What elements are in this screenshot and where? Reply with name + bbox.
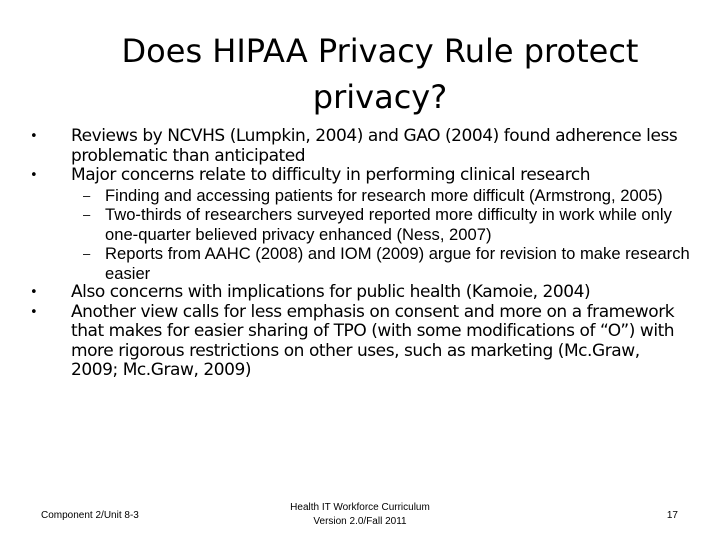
slide-title bbox=[40, 28, 720, 120]
bullet-text: Also concerns with implications for public health (Kamoie, 2004) bbox=[71, 282, 591, 302]
footer-curriculum-line-1: Health IT Workforce Curriculum bbox=[290, 502, 430, 513]
bullet-text: Another view calls for less emphasis on consent and more on a framework that makes for easier sharing of TPO (with some modifications of “O”) with more rigorous restrictions on other uses, such as marketing (Mc.Graw, 2009; Mc.Graw, 2009) bbox=[71, 301, 675, 380]
sub-bullet-text: Finding and accessing patients for research more difficult (Armstrong, 2005) bbox=[105, 185, 663, 205]
slide-title-line-2: privacy? bbox=[312, 78, 448, 116]
sub-bullet-item bbox=[63, 244, 690, 283]
page-number: 17 bbox=[666, 510, 678, 521]
slide-title-line-1: Does HIPAA Privacy Rule protect bbox=[121, 32, 639, 70]
bullet-marker: • bbox=[30, 304, 38, 320]
sub-bullet-text: Two-thirds of researchers surveyed reported more difficulty in work while only one-quarter believed privacy enhanced (Ness, 2007) bbox=[105, 205, 672, 244]
bullet-text: Major concerns relate to difficulty in performing clinical research bbox=[71, 165, 591, 185]
bullet-marker: • bbox=[30, 168, 38, 183]
sub-bullet-list bbox=[30, 186, 690, 284]
footer-component-label: Component 2/Unit 8-3 bbox=[41, 510, 139, 521]
bullet-item bbox=[30, 166, 690, 186]
footer-curriculum bbox=[260, 501, 460, 529]
bullet-item bbox=[30, 127, 690, 166]
footer-curriculum-line-2: Version 2.0/Fall 2011 bbox=[313, 516, 407, 527]
sub-bullet-marker: – bbox=[83, 207, 91, 222]
bullet-list bbox=[30, 127, 690, 381]
sub-bullet-text: Reports from AAHC (2008) and IOM (2009) argue for revision to make research easier bbox=[105, 244, 690, 283]
sub-bullet-group bbox=[30, 186, 690, 284]
bullet-marker: • bbox=[30, 285, 38, 300]
sub-bullet-item bbox=[63, 205, 690, 244]
sub-bullet-item bbox=[63, 186, 690, 206]
bullet-item bbox=[30, 283, 690, 303]
sub-bullet-marker: – bbox=[83, 246, 91, 261]
bullet-text: Reviews by NCVHS (Lumpkin, 2004) and GAO (2004) found adherence less problematic than anticipated bbox=[71, 126, 678, 166]
sub-bullet-marker: – bbox=[83, 187, 91, 203]
bullet-marker: • bbox=[30, 129, 38, 144]
bullet-item bbox=[30, 303, 690, 381]
